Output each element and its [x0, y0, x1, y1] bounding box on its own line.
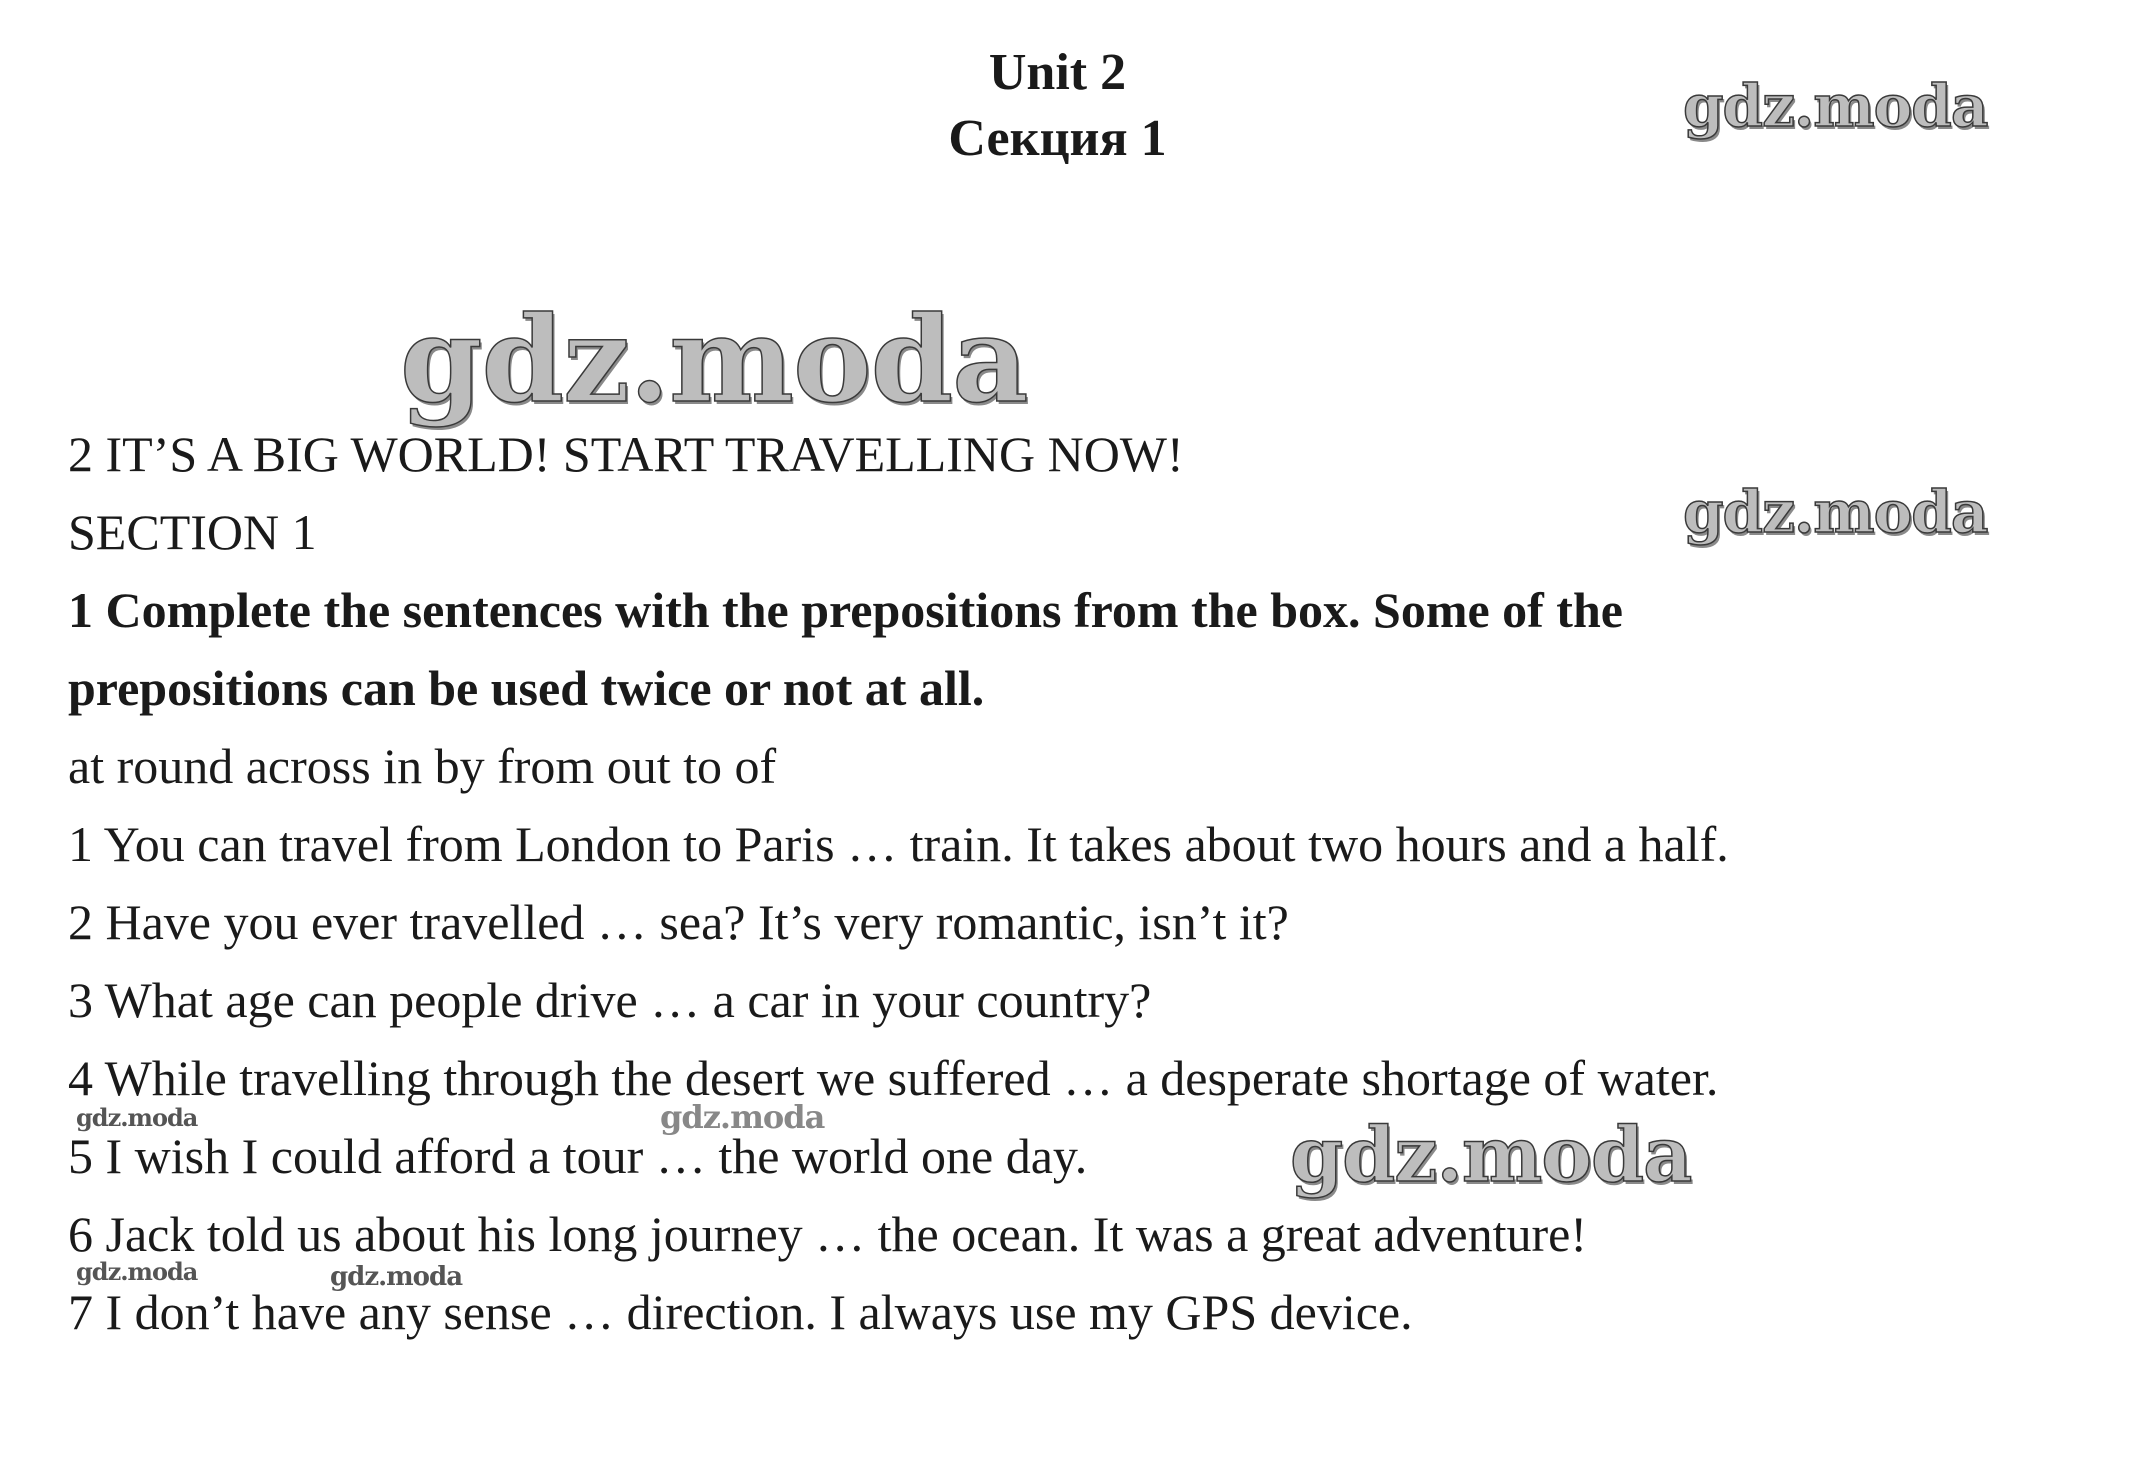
watermark-logo: gdz.moda [1683, 478, 1988, 546]
sentence-1: 1 You can travel from London to Paris … train. It takes about two hours and a half. [68, 816, 1729, 872]
watermark-logo: gdz.moda [76, 1257, 198, 1286]
sentence-7: 7 I don’t have any sense … direction. I always use my GPS device. [68, 1284, 1413, 1340]
watermark-logo: gdz.moda [400, 290, 1028, 429]
word-box: at round across in by from out to of [68, 738, 777, 794]
watermark-logo: gdz.moda [330, 1262, 463, 1292]
sentence-3: 3 What age can people drive … a car in your country? [68, 972, 1152, 1028]
sentence-4: 4 While travelling through the desert we suffered … a desperate shortage of water. [68, 1050, 1719, 1106]
watermark-logo: gdz.moda [660, 1098, 825, 1136]
exercise-content [68, 415, 2108, 1351]
sentence-5: 5 I wish I could afford a tour … the world one day. [68, 1128, 1088, 1184]
section-heading: SECTION 1 [68, 504, 317, 560]
watermark-logo: gdz.moda [1290, 1110, 1692, 1199]
watermark-logo: gdz.moda [1683, 72, 1988, 140]
sentence-2: 2 Have you ever travelled … sea? It’s very romantic, isn’t it? [68, 894, 1289, 950]
watermark-logo: gdz.moda [76, 1103, 198, 1132]
section-title-ru: Секция 1 [948, 110, 1167, 167]
chapter-title: 2 IT’S A BIG WORLD! START TRAVELLING NOW! [68, 426, 1184, 482]
unit-title: Unit 2 [988, 44, 1127, 101]
sentence-6: 6 Jack told us about his long journey … the ocean. It was a great adventure! [68, 1206, 1587, 1262]
task-instruction-line-2: prepositions can be used twice or not at all. [68, 660, 985, 716]
task-instruction-line-1: 1 Complete the sentences with the prepositions from the box. Some of the [68, 582, 1623, 638]
